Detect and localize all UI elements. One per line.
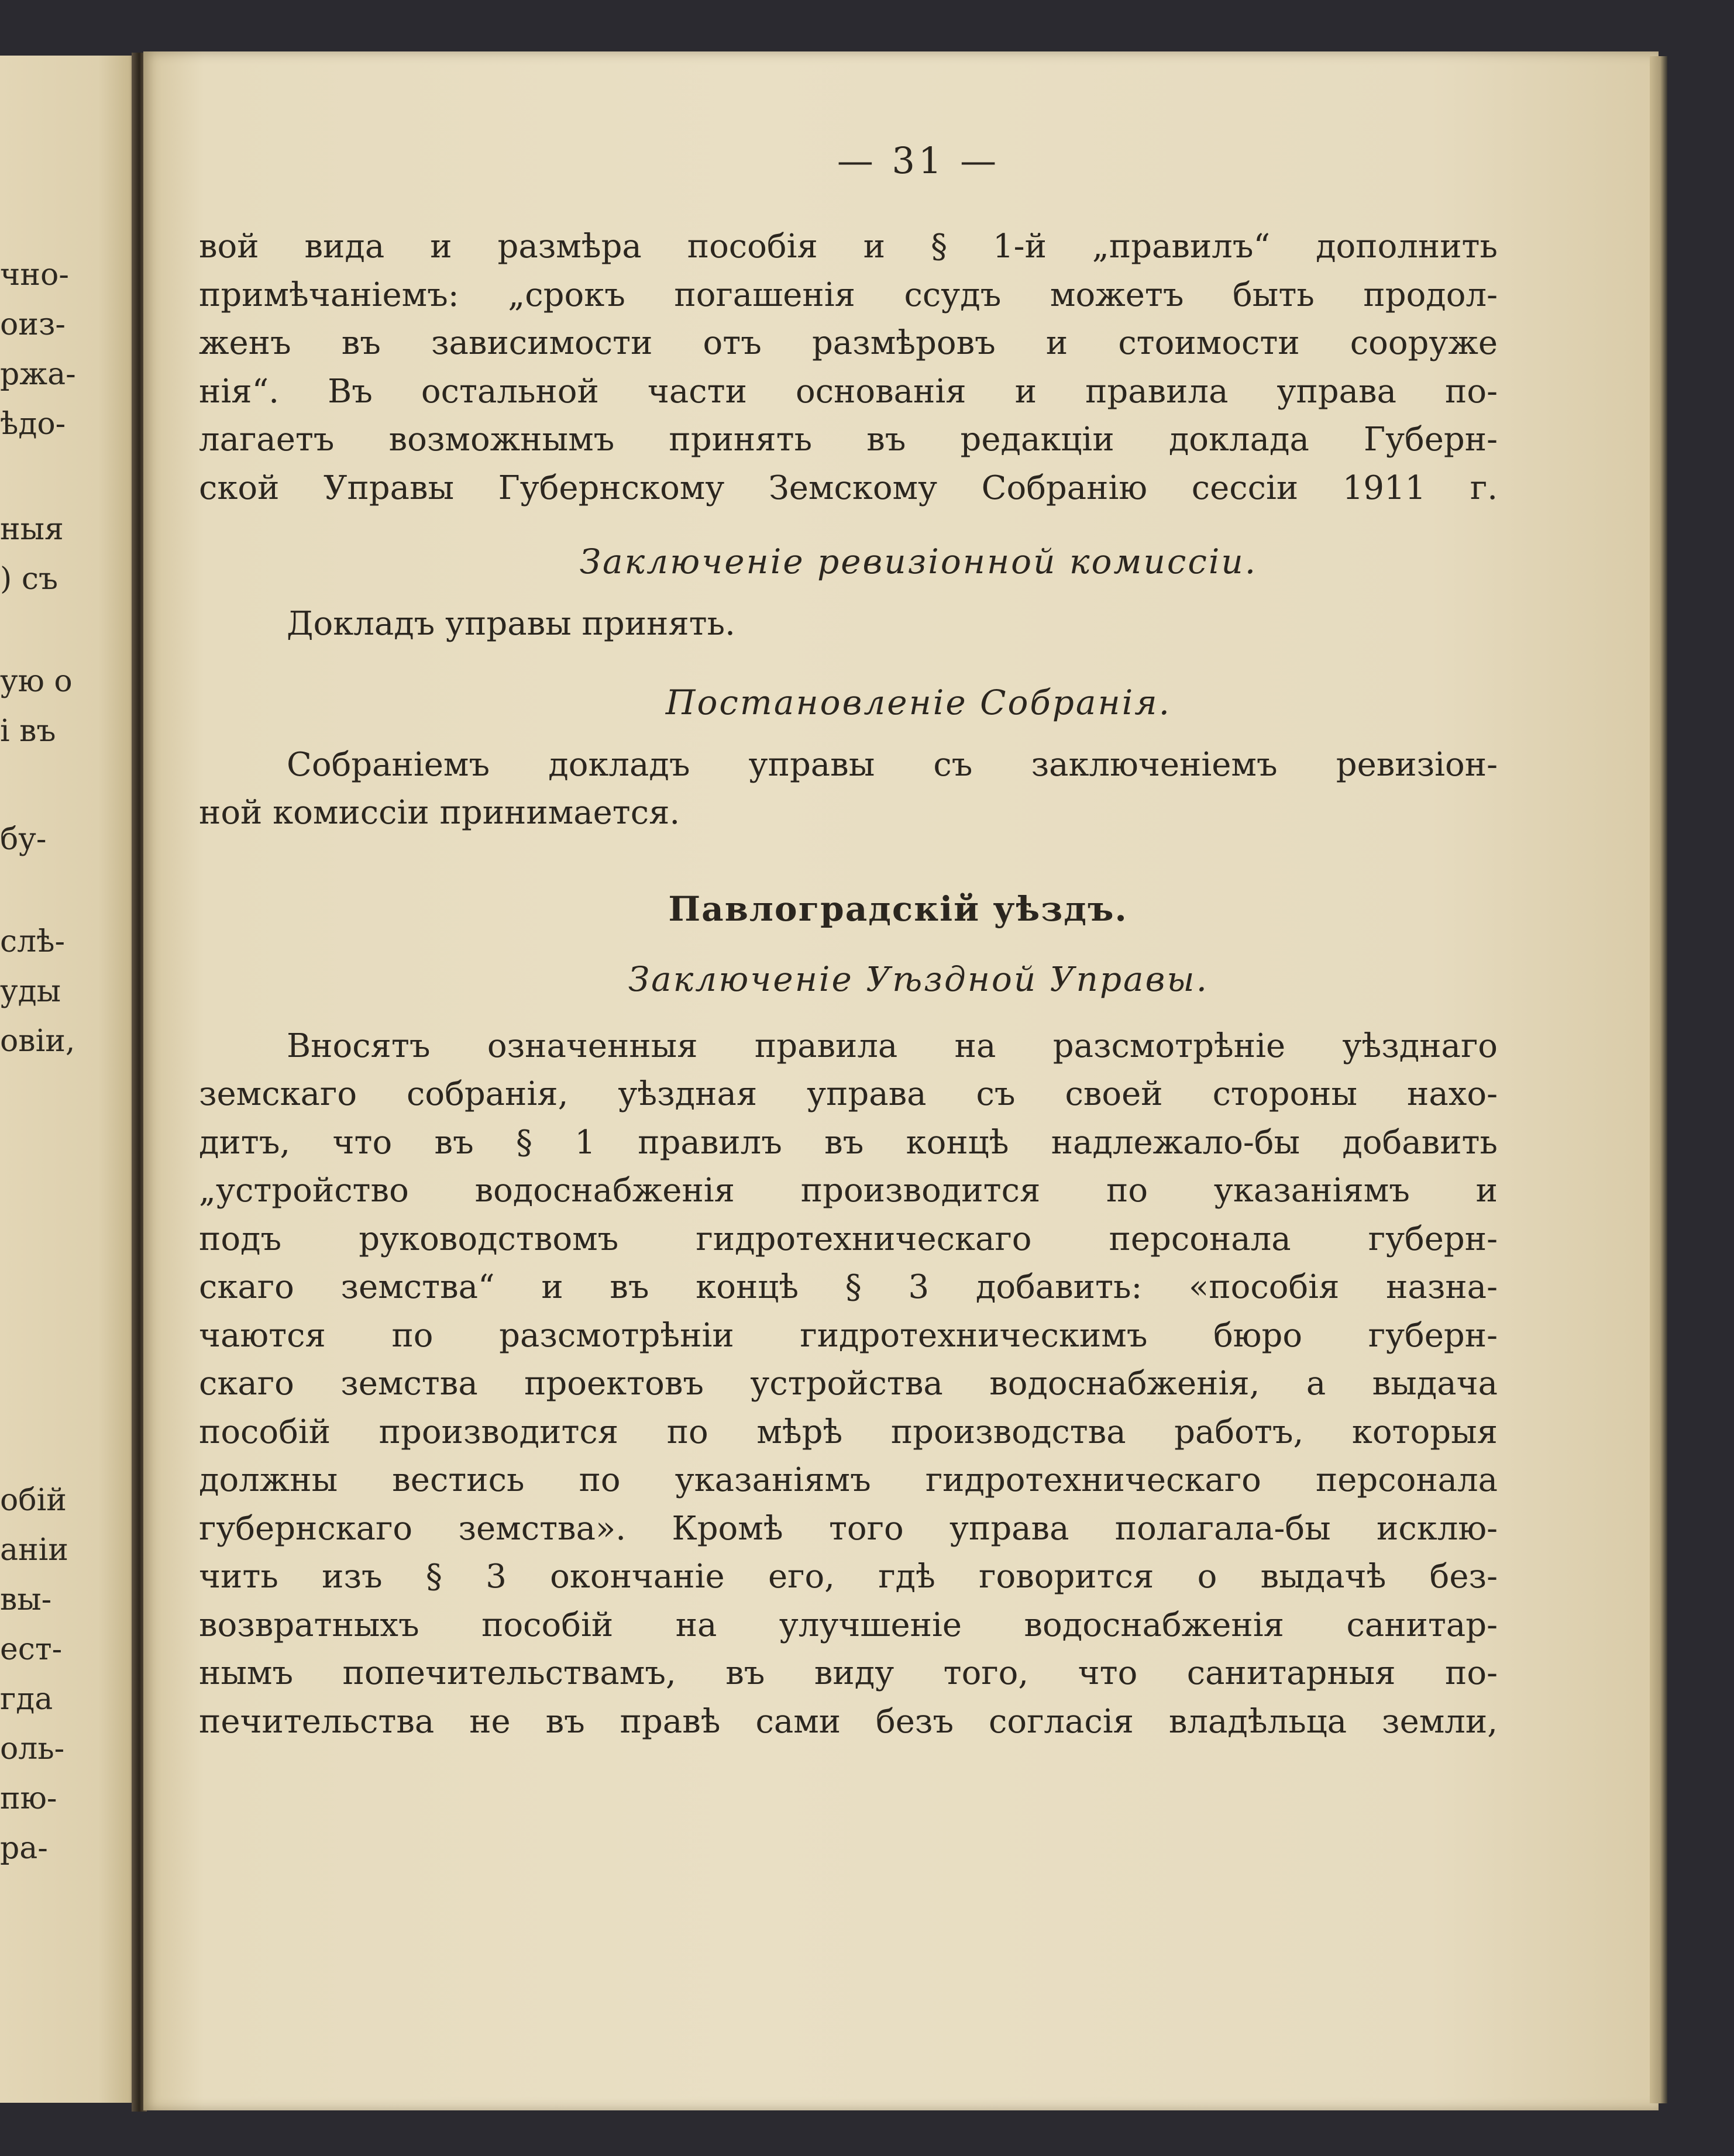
facing-page-fragment: ) съ (0, 562, 59, 597)
text-line: нымъ попечительствамъ, въ виду того, что санитарныя по- (199, 1654, 1498, 1692)
heading-assembly-resolution: Постановленіе Собранія. (665, 682, 1172, 722)
text-line: женъ въ зависимости отъ размѣровъ и стоимости сооруже (199, 324, 1498, 362)
facing-page-fragment: ую о (0, 664, 73, 699)
text-line: должны вестись по указаніямъ гидротехническаго персонала (199, 1461, 1498, 1499)
text-line: скаго земства“ и въ концѣ § 3 добавить: «пособія назна- (199, 1268, 1498, 1306)
text-line: пособій производится по мѣрѣ производства работъ, которыя (199, 1413, 1498, 1451)
text-line: ной комиссіи принимается. (199, 794, 680, 832)
facing-page-fragment: оиз- (0, 307, 66, 342)
text-line: вой вида и размѣра пособія и § 1-й „правилъ“ дополнить (199, 228, 1498, 266)
book-page (143, 51, 1659, 2110)
facing-page-fragment: слѣ- (0, 924, 66, 959)
text-line: Докладъ управы принять. (287, 605, 735, 643)
facing-page-fragment: овіи, (0, 1024, 75, 1059)
text-line: скаго земства проектовъ устройства водоснабженія, а выдача (199, 1365, 1498, 1403)
facing-page (0, 56, 140, 2103)
text-line: Вносятъ означенныя правила на разсмотрѣніе уѣзднаго (287, 1027, 1498, 1065)
text-line: подъ руководствомъ гидротехническаго персонала губерн- (199, 1220, 1498, 1258)
text-line: чить изъ § 3 окончаніе его, гдѣ говорится о выдачѣ без- (199, 1558, 1498, 1596)
page-number: — 31 — (837, 139, 1000, 182)
text-column (199, 139, 1498, 1746)
facing-page-fragment: ест- (0, 1632, 63, 1667)
text-line: печительства не въ правѣ сами безъ согласія владѣльца земли, (199, 1702, 1498, 1741)
facing-page-fragment: аніи (0, 1532, 68, 1568)
text-line: „устройство водоснабженія производится по указаніямъ и (199, 1172, 1498, 1210)
heading-district: Павлоградскій уѣздъ. (668, 888, 1128, 929)
facing-page-fragment: вы- (0, 1582, 52, 1617)
text-line: ской Управы Губернскому Земскому Собранію сессіи 1911 г. (199, 469, 1498, 507)
facing-page-fragment: уды (0, 974, 61, 1009)
revision-conclusion (199, 600, 1498, 649)
district-conclusion-text (199, 1022, 1498, 1747)
facing-page-fragment: гда (0, 1682, 53, 1717)
assembly-resolution (199, 741, 1498, 838)
heading-revision-commission: Заключеніе ревизіонной комиссіи. (579, 542, 1258, 581)
text-line: земскаго собранія, уѣздная управа съ своей стороны нахо- (199, 1075, 1498, 1113)
facing-page-fragment: ѣдо- (0, 407, 66, 442)
text-line: губернскаго земства». Кромѣ того управа полагала-бы исклю- (199, 1509, 1498, 1548)
text-line: лагаетъ возможнымъ принять въ редакціи доклада Губерн- (199, 421, 1498, 459)
facing-page-fragment: і въ (0, 714, 56, 749)
text-line: примѣчаніемъ: „срокъ погашенія ссудъ можетъ быть продол- (199, 275, 1498, 314)
facing-page-fragment: пю- (0, 1781, 57, 1816)
facing-page-fragment: ра- (0, 1831, 48, 1866)
paragraph-continuation (199, 223, 1498, 512)
text-line: нія“. Въ остальной части основанія и правила управа по- (199, 372, 1498, 411)
page-edge (1650, 56, 1667, 2103)
heading-district-conclusion: Заключеніе Уѣздной Управы. (628, 959, 1209, 999)
text-line: чаются по разсмотрѣніи гидротехническимъ бюро губерн- (199, 1316, 1498, 1355)
text-line: возвратныхъ пособій на улучшеніе водоснабженія санитар- (199, 1606, 1498, 1644)
facing-page-fragment: чно- (0, 257, 69, 292)
facing-page-fragment: бу- (0, 822, 47, 857)
facing-page-fragment: обій (0, 1483, 67, 1518)
text-line: дитъ, что въ § 1 правилъ въ концѣ надлежало-бы добавить (199, 1123, 1498, 1162)
text-line: Собраніемъ докладъ управы съ заключеніемъ ревизіон- (287, 745, 1498, 784)
facing-page-fragment: ныя (0, 512, 64, 547)
facing-page-fragment: оль- (0, 1731, 65, 1766)
facing-page-fragment: ржа- (0, 357, 76, 392)
